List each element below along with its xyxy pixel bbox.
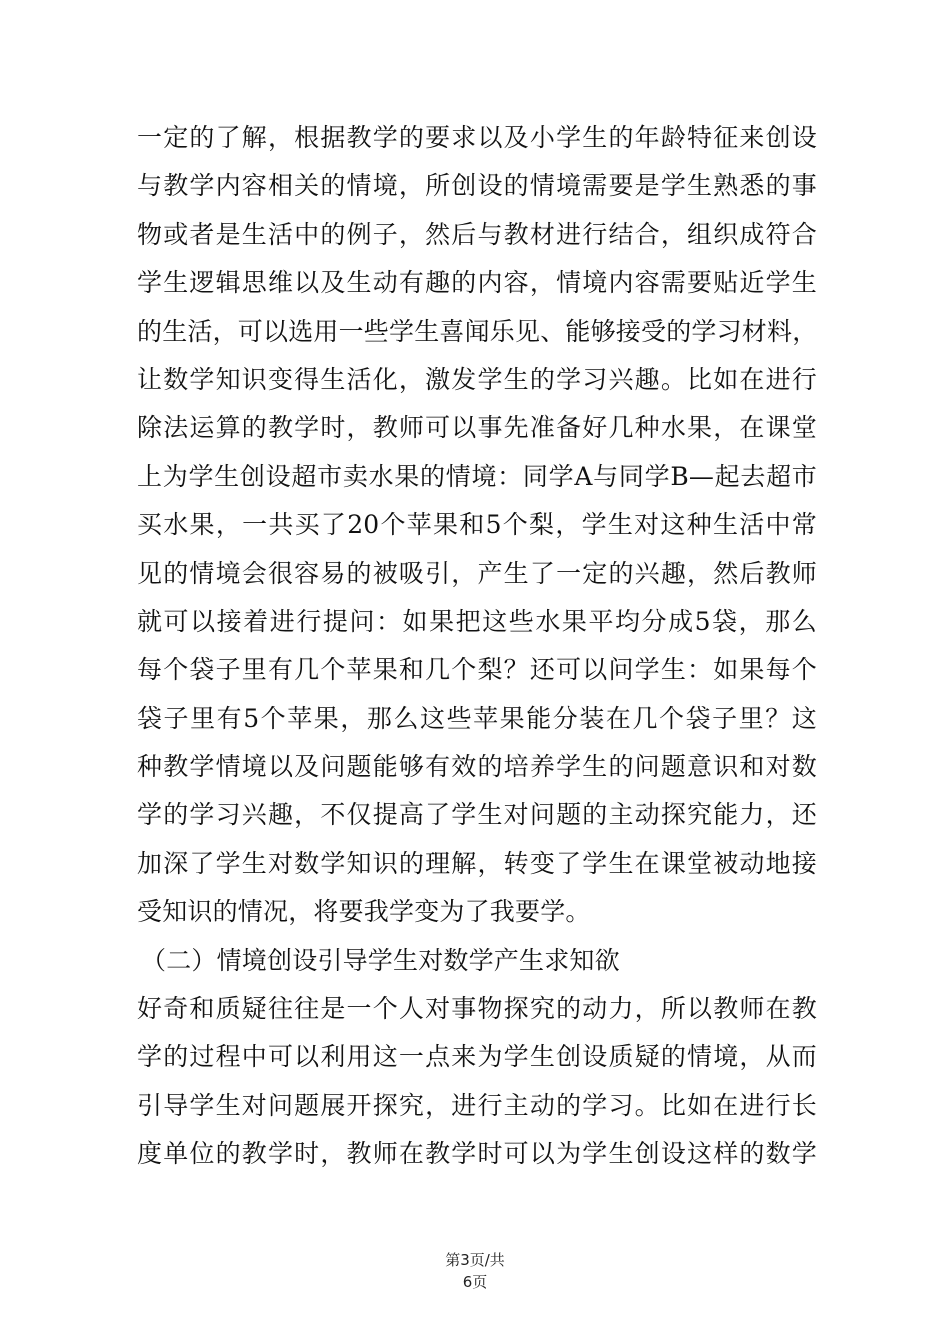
text-line: 好奇和质疑往往是一个人对事物探究的动力，所以教师在教 bbox=[137, 994, 817, 1024]
text-line: 袋子里有5个苹果，那么这些苹果能分装在几个袋子里？这 bbox=[137, 703, 817, 733]
text-line: 除法运算的教学时，教师可以事先准备好几种水果，在课堂 bbox=[137, 413, 817, 443]
text-line: 的生活，可以选用一些学生喜闻乐见、能够接受的学习材料， bbox=[137, 316, 817, 346]
text-line: 引导学生对问题展开探究，进行主动的学习。比如在进行长 bbox=[137, 1090, 817, 1120]
text-line: 加深了学生对数学知识的理解，转变了学生在课堂被动地接 bbox=[137, 848, 817, 878]
text-line: 学生逻辑思维以及生动有趣的内容，情境内容需要贴近学生 bbox=[137, 268, 817, 298]
text-line: 让数学知识变得生活化，激发学生的学习兴趣。比如在进行 bbox=[137, 364, 817, 394]
section-heading: （二）情境创设引导学生对数学产生求知欲 bbox=[141, 945, 620, 975]
text-line: 每个袋子里有几个苹果和几个梨？还可以问学生：如果每个 bbox=[137, 655, 817, 685]
text-line: 就可以接着进行提问：如果把这些水果平均分成5袋，那么 bbox=[137, 606, 817, 636]
text-line: 物或者是生活中的例子，然后与教材进行结合，组织成符合 bbox=[137, 219, 817, 249]
text-line: 买水果，一共买了20个苹果和5个梨，学生对这种生活中常 bbox=[137, 510, 817, 540]
text-line: 与教学内容相关的情境，所创设的情境需要是学生熟悉的事 bbox=[137, 171, 817, 201]
text-line: 度单位的教学时，教师在教学时可以为学生创设这样的数学 bbox=[137, 1139, 817, 1169]
text-line: 学的过程中可以利用这一点来为学生创设质疑的情境，从而 bbox=[137, 1042, 817, 1072]
text-line: 见的情境会很容易的被吸引，产生了一定的兴趣，然后教师 bbox=[137, 558, 817, 588]
document-body bbox=[137, 114, 817, 1179]
text-line: 上为学生创设超市卖水果的情境：同学A与同学B—起去超市 bbox=[137, 461, 817, 491]
page-number-line-2: 6页 bbox=[462, 1273, 488, 1291]
text-line: 学的学习兴趣，不仅提高了学生对问题的主动探究能力，还 bbox=[137, 800, 817, 830]
text-line-paragraph-end: 受知识的情况，将要我学变为了我要学。 bbox=[137, 897, 591, 927]
page-number-line-1: 第3页/共 bbox=[445, 1251, 505, 1269]
page-number-footer bbox=[0, 1249, 950, 1293]
text-line: 一定的了解，根据教学的要求以及小学生的年龄特征来创设 bbox=[137, 123, 817, 152]
text-line: 种教学情境以及问题能够有效的培养学生的问题意识和对数 bbox=[137, 752, 817, 782]
